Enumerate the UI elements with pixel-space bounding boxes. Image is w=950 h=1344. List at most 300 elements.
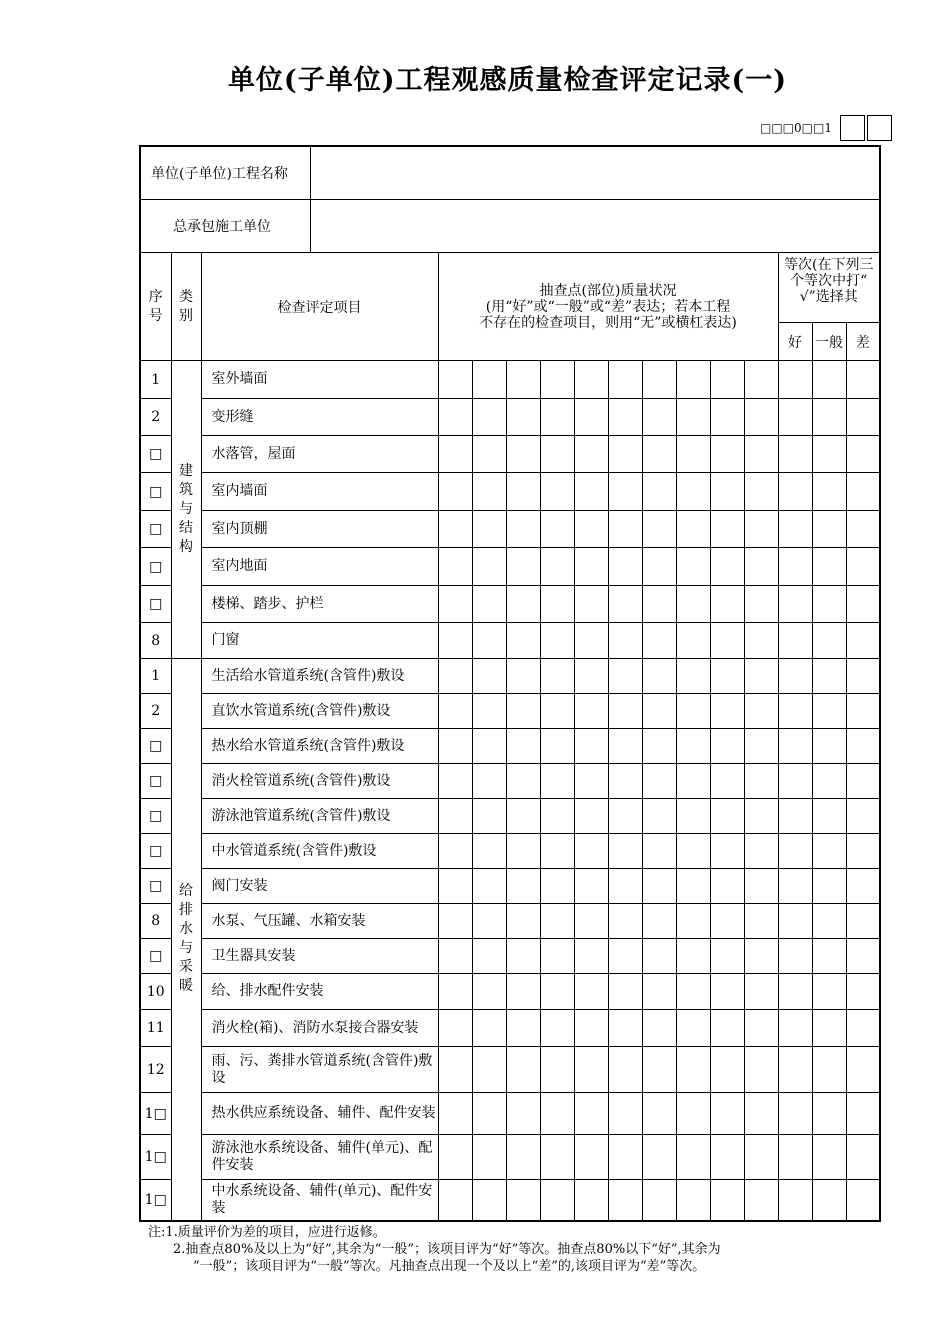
grade-good-cell[interactable] xyxy=(778,473,812,511)
sampling-cell[interactable] xyxy=(744,1180,778,1221)
grade-bad-cell[interactable] xyxy=(846,548,880,586)
sampling-cell[interactable] xyxy=(642,659,676,694)
sampling-cell[interactable] xyxy=(642,1135,676,1180)
sampling-cell[interactable] xyxy=(506,1010,540,1047)
sampling-cell[interactable] xyxy=(744,1093,778,1135)
sampling-cell[interactable] xyxy=(438,939,472,974)
sampling-cell[interactable] xyxy=(574,659,608,694)
grade-normal-cell[interactable] xyxy=(812,764,846,799)
sampling-cell[interactable] xyxy=(710,799,744,834)
grade-bad-cell[interactable] xyxy=(846,511,880,548)
grade-bad-cell[interactable] xyxy=(846,869,880,904)
sampling-cell[interactable] xyxy=(506,974,540,1010)
sampling-cell[interactable] xyxy=(574,399,608,436)
sampling-cell[interactable] xyxy=(438,834,472,869)
sampling-cell[interactable] xyxy=(642,1180,676,1221)
sampling-cell[interactable] xyxy=(540,974,574,1010)
sampling-cell[interactable] xyxy=(506,1180,540,1221)
sampling-cell[interactable] xyxy=(608,361,642,399)
sampling-cell[interactable] xyxy=(506,939,540,974)
grade-normal-cell[interactable] xyxy=(812,694,846,729)
sampling-cell[interactable] xyxy=(472,586,506,623)
sampling-cell[interactable] xyxy=(642,764,676,799)
grade-good-cell[interactable] xyxy=(778,623,812,659)
sampling-cell[interactable] xyxy=(744,473,778,511)
sampling-cell[interactable] xyxy=(710,548,744,586)
grade-good-cell[interactable] xyxy=(778,548,812,586)
grade-bad-cell[interactable] xyxy=(846,1180,880,1221)
sampling-cell[interactable] xyxy=(438,399,472,436)
sampling-cell[interactable] xyxy=(744,511,778,548)
sampling-cell[interactable] xyxy=(438,764,472,799)
sampling-cell[interactable] xyxy=(506,1135,540,1180)
sampling-cell[interactable] xyxy=(642,1093,676,1135)
sampling-cell[interactable] xyxy=(472,729,506,764)
grade-normal-cell[interactable] xyxy=(812,473,846,511)
sampling-cell[interactable] xyxy=(608,436,642,473)
sampling-cell[interactable] xyxy=(540,1010,574,1047)
grade-good-cell[interactable] xyxy=(778,904,812,939)
grade-bad-cell[interactable] xyxy=(846,623,880,659)
sampling-cell[interactable] xyxy=(744,869,778,904)
sampling-cell[interactable] xyxy=(710,473,744,511)
grade-normal-cell[interactable] xyxy=(812,436,846,473)
sampling-cell[interactable] xyxy=(744,974,778,1010)
sampling-cell[interactable] xyxy=(710,694,744,729)
grade-bad-cell[interactable] xyxy=(846,974,880,1010)
grade-good-cell[interactable] xyxy=(778,1135,812,1180)
sampling-cell[interactable] xyxy=(438,729,472,764)
sampling-cell[interactable] xyxy=(608,659,642,694)
sampling-cell[interactable] xyxy=(608,1180,642,1221)
grade-normal-cell[interactable] xyxy=(812,834,846,869)
sampling-cell[interactable] xyxy=(608,399,642,436)
sampling-cell[interactable] xyxy=(438,511,472,548)
sampling-cell[interactable] xyxy=(574,869,608,904)
sampling-cell[interactable] xyxy=(472,473,506,511)
sampling-cell[interactable] xyxy=(744,834,778,869)
sampling-cell[interactable] xyxy=(642,974,676,1010)
grade-good-cell[interactable] xyxy=(778,729,812,764)
sampling-cell[interactable] xyxy=(540,436,574,473)
sampling-cell[interactable] xyxy=(710,1010,744,1047)
grade-good-cell[interactable] xyxy=(778,764,812,799)
sampling-cell[interactable] xyxy=(574,729,608,764)
sampling-cell[interactable] xyxy=(472,399,506,436)
grade-normal-cell[interactable] xyxy=(812,659,846,694)
sampling-cell[interactable] xyxy=(574,586,608,623)
sampling-cell[interactable] xyxy=(574,799,608,834)
sampling-cell[interactable] xyxy=(676,361,710,399)
sampling-cell[interactable] xyxy=(472,764,506,799)
grade-good-cell[interactable] xyxy=(778,694,812,729)
sampling-cell[interactable] xyxy=(540,586,574,623)
sampling-cell[interactable] xyxy=(506,834,540,869)
grade-bad-cell[interactable] xyxy=(846,694,880,729)
sampling-cell[interactable] xyxy=(608,869,642,904)
grade-normal-cell[interactable] xyxy=(812,361,846,399)
sampling-cell[interactable] xyxy=(710,399,744,436)
sampling-cell[interactable] xyxy=(608,939,642,974)
sampling-cell[interactable] xyxy=(710,511,744,548)
grade-good-cell[interactable] xyxy=(778,799,812,834)
grade-good-cell[interactable] xyxy=(778,659,812,694)
sampling-cell[interactable] xyxy=(744,361,778,399)
sampling-cell[interactable] xyxy=(540,1093,574,1135)
sampling-cell[interactable] xyxy=(710,764,744,799)
sampling-cell[interactable] xyxy=(506,799,540,834)
sampling-cell[interactable] xyxy=(506,1047,540,1093)
sampling-cell[interactable] xyxy=(608,764,642,799)
sampling-cell[interactable] xyxy=(438,1093,472,1135)
sampling-cell[interactable] xyxy=(744,799,778,834)
sampling-cell[interactable] xyxy=(608,729,642,764)
sampling-cell[interactable] xyxy=(472,939,506,974)
sampling-cell[interactable] xyxy=(438,361,472,399)
sampling-cell[interactable] xyxy=(574,623,608,659)
sampling-cell[interactable] xyxy=(642,1047,676,1093)
sampling-cell[interactable] xyxy=(710,729,744,764)
grade-normal-cell[interactable] xyxy=(812,939,846,974)
sampling-cell[interactable] xyxy=(472,659,506,694)
sampling-cell[interactable] xyxy=(540,659,574,694)
sampling-cell[interactable] xyxy=(438,1010,472,1047)
sampling-cell[interactable] xyxy=(608,799,642,834)
sampling-cell[interactable] xyxy=(744,436,778,473)
grade-bad-cell[interactable] xyxy=(846,436,880,473)
sampling-cell[interactable] xyxy=(710,939,744,974)
sampling-cell[interactable] xyxy=(642,694,676,729)
grade-bad-cell[interactable] xyxy=(846,764,880,799)
grade-normal-cell[interactable] xyxy=(812,1010,846,1047)
sampling-cell[interactable] xyxy=(540,799,574,834)
sampling-cell[interactable] xyxy=(710,623,744,659)
grade-good-cell[interactable] xyxy=(778,436,812,473)
sampling-cell[interactable] xyxy=(642,548,676,586)
sampling-cell[interactable] xyxy=(574,1180,608,1221)
sampling-cell[interactable] xyxy=(608,623,642,659)
sampling-cell[interactable] xyxy=(574,939,608,974)
sampling-cell[interactable] xyxy=(438,1180,472,1221)
sampling-cell[interactable] xyxy=(710,869,744,904)
sampling-cell[interactable] xyxy=(676,799,710,834)
sampling-cell[interactable] xyxy=(744,548,778,586)
grade-normal-cell[interactable] xyxy=(812,729,846,764)
grade-bad-cell[interactable] xyxy=(846,586,880,623)
sampling-cell[interactable] xyxy=(540,694,574,729)
sampling-cell[interactable] xyxy=(574,473,608,511)
sampling-cell[interactable] xyxy=(676,548,710,586)
grade-normal-cell[interactable] xyxy=(812,511,846,548)
sampling-cell[interactable] xyxy=(744,623,778,659)
sampling-cell[interactable] xyxy=(608,1010,642,1047)
code-box-1[interactable] xyxy=(840,115,865,141)
sampling-cell[interactable] xyxy=(540,904,574,939)
sampling-cell[interactable] xyxy=(472,623,506,659)
sampling-cell[interactable] xyxy=(574,511,608,548)
sampling-cell[interactable] xyxy=(438,904,472,939)
sampling-cell[interactable] xyxy=(472,694,506,729)
grade-normal-cell[interactable] xyxy=(812,799,846,834)
sampling-cell[interactable] xyxy=(676,473,710,511)
sampling-cell[interactable] xyxy=(506,511,540,548)
sampling-cell[interactable] xyxy=(710,974,744,1010)
grade-bad-cell[interactable] xyxy=(846,799,880,834)
grade-bad-cell[interactable] xyxy=(846,473,880,511)
sampling-cell[interactable] xyxy=(438,1135,472,1180)
sampling-cell[interactable] xyxy=(642,869,676,904)
sampling-cell[interactable] xyxy=(710,1180,744,1221)
sampling-cell[interactable] xyxy=(608,586,642,623)
sampling-cell[interactable] xyxy=(574,1010,608,1047)
sampling-cell[interactable] xyxy=(608,904,642,939)
sampling-cell[interactable] xyxy=(472,1180,506,1221)
sampling-cell[interactable] xyxy=(608,1047,642,1093)
sampling-cell[interactable] xyxy=(540,729,574,764)
sampling-cell[interactable] xyxy=(574,436,608,473)
sampling-cell[interactable] xyxy=(710,1047,744,1093)
sampling-cell[interactable] xyxy=(642,361,676,399)
sampling-cell[interactable] xyxy=(506,473,540,511)
grade-good-cell[interactable] xyxy=(778,586,812,623)
sampling-cell[interactable] xyxy=(506,729,540,764)
project-name-value[interactable] xyxy=(311,147,879,199)
grade-bad-cell[interactable] xyxy=(846,1047,880,1093)
grade-good-cell[interactable] xyxy=(778,1093,812,1135)
sampling-cell[interactable] xyxy=(438,869,472,904)
sampling-cell[interactable] xyxy=(472,436,506,473)
grade-good-cell[interactable] xyxy=(778,361,812,399)
sampling-cell[interactable] xyxy=(438,1047,472,1093)
sampling-cell[interactable] xyxy=(676,939,710,974)
sampling-cell[interactable] xyxy=(506,399,540,436)
sampling-cell[interactable] xyxy=(540,939,574,974)
sampling-cell[interactable] xyxy=(608,473,642,511)
sampling-cell[interactable] xyxy=(744,764,778,799)
grade-good-cell[interactable] xyxy=(778,974,812,1010)
grade-bad-cell[interactable] xyxy=(846,399,880,436)
sampling-cell[interactable] xyxy=(608,548,642,586)
sampling-cell[interactable] xyxy=(472,974,506,1010)
sampling-cell[interactable] xyxy=(472,1047,506,1093)
sampling-cell[interactable] xyxy=(540,473,574,511)
sampling-cell[interactable] xyxy=(506,869,540,904)
sampling-cell[interactable] xyxy=(574,764,608,799)
sampling-cell[interactable] xyxy=(642,623,676,659)
sampling-cell[interactable] xyxy=(676,436,710,473)
sampling-cell[interactable] xyxy=(608,1135,642,1180)
grade-bad-cell[interactable] xyxy=(846,834,880,869)
sampling-cell[interactable] xyxy=(676,1047,710,1093)
sampling-cell[interactable] xyxy=(744,399,778,436)
sampling-cell[interactable] xyxy=(540,764,574,799)
sampling-cell[interactable] xyxy=(744,659,778,694)
sampling-cell[interactable] xyxy=(506,436,540,473)
sampling-cell[interactable] xyxy=(472,1093,506,1135)
grade-bad-cell[interactable] xyxy=(846,1010,880,1047)
sampling-cell[interactable] xyxy=(642,436,676,473)
sampling-cell[interactable] xyxy=(676,659,710,694)
sampling-cell[interactable] xyxy=(438,974,472,1010)
sampling-cell[interactable] xyxy=(574,904,608,939)
sampling-cell[interactable] xyxy=(676,399,710,436)
sampling-cell[interactable] xyxy=(676,869,710,904)
sampling-cell[interactable] xyxy=(540,623,574,659)
sampling-cell[interactable] xyxy=(438,436,472,473)
sampling-cell[interactable] xyxy=(472,1135,506,1180)
sampling-cell[interactable] xyxy=(676,1093,710,1135)
sampling-cell[interactable] xyxy=(540,834,574,869)
sampling-cell[interactable] xyxy=(472,799,506,834)
sampling-cell[interactable] xyxy=(710,834,744,869)
sampling-cell[interactable] xyxy=(744,694,778,729)
sampling-cell[interactable] xyxy=(642,586,676,623)
sampling-cell[interactable] xyxy=(676,1135,710,1180)
sampling-cell[interactable] xyxy=(472,361,506,399)
sampling-cell[interactable] xyxy=(574,548,608,586)
sampling-cell[interactable] xyxy=(472,511,506,548)
sampling-cell[interactable] xyxy=(676,729,710,764)
grade-bad-cell[interactable] xyxy=(846,659,880,694)
grade-normal-cell[interactable] xyxy=(812,1093,846,1135)
sampling-cell[interactable] xyxy=(642,904,676,939)
grade-good-cell[interactable] xyxy=(778,511,812,548)
grade-good-cell[interactable] xyxy=(778,834,812,869)
sampling-cell[interactable] xyxy=(438,473,472,511)
sampling-cell[interactable] xyxy=(438,548,472,586)
grade-normal-cell[interactable] xyxy=(812,904,846,939)
sampling-cell[interactable] xyxy=(744,1010,778,1047)
sampling-cell[interactable] xyxy=(676,694,710,729)
sampling-cell[interactable] xyxy=(506,623,540,659)
sampling-cell[interactable] xyxy=(676,1180,710,1221)
sampling-cell[interactable] xyxy=(744,586,778,623)
sampling-cell[interactable] xyxy=(642,511,676,548)
grade-normal-cell[interactable] xyxy=(812,1047,846,1093)
sampling-cell[interactable] xyxy=(710,1135,744,1180)
sampling-cell[interactable] xyxy=(472,869,506,904)
grade-good-cell[interactable] xyxy=(778,939,812,974)
sampling-cell[interactable] xyxy=(506,586,540,623)
grade-good-cell[interactable] xyxy=(778,869,812,904)
sampling-cell[interactable] xyxy=(676,904,710,939)
sampling-cell[interactable] xyxy=(676,623,710,659)
sampling-cell[interactable] xyxy=(676,511,710,548)
sampling-cell[interactable] xyxy=(506,361,540,399)
sampling-cell[interactable] xyxy=(710,659,744,694)
grade-good-cell[interactable] xyxy=(778,1010,812,1047)
sampling-cell[interactable] xyxy=(676,974,710,1010)
sampling-cell[interactable] xyxy=(574,361,608,399)
sampling-cell[interactable] xyxy=(506,548,540,586)
sampling-cell[interactable] xyxy=(438,623,472,659)
sampling-cell[interactable] xyxy=(676,764,710,799)
sampling-cell[interactable] xyxy=(710,586,744,623)
sampling-cell[interactable] xyxy=(676,1010,710,1047)
sampling-cell[interactable] xyxy=(642,939,676,974)
sampling-cell[interactable] xyxy=(642,799,676,834)
sampling-cell[interactable] xyxy=(438,799,472,834)
grade-normal-cell[interactable] xyxy=(812,548,846,586)
sampling-cell[interactable] xyxy=(472,548,506,586)
sampling-cell[interactable] xyxy=(438,659,472,694)
sampling-cell[interactable] xyxy=(540,869,574,904)
sampling-cell[interactable] xyxy=(540,361,574,399)
sampling-cell[interactable] xyxy=(574,1093,608,1135)
sampling-cell[interactable] xyxy=(642,729,676,764)
grade-bad-cell[interactable] xyxy=(846,729,880,764)
sampling-cell[interactable] xyxy=(574,834,608,869)
grade-normal-cell[interactable] xyxy=(812,1135,846,1180)
sampling-cell[interactable] xyxy=(744,904,778,939)
sampling-cell[interactable] xyxy=(710,361,744,399)
sampling-cell[interactable] xyxy=(574,1135,608,1180)
sampling-cell[interactable] xyxy=(676,834,710,869)
grade-good-cell[interactable] xyxy=(778,399,812,436)
sampling-cell[interactable] xyxy=(744,939,778,974)
sampling-cell[interactable] xyxy=(608,834,642,869)
sampling-cell[interactable] xyxy=(608,694,642,729)
sampling-cell[interactable] xyxy=(608,511,642,548)
sampling-cell[interactable] xyxy=(438,694,472,729)
sampling-cell[interactable] xyxy=(540,1180,574,1221)
sampling-cell[interactable] xyxy=(608,1093,642,1135)
sampling-cell[interactable] xyxy=(506,694,540,729)
sampling-cell[interactable] xyxy=(506,1093,540,1135)
sampling-cell[interactable] xyxy=(608,974,642,1010)
grade-normal-cell[interactable] xyxy=(812,974,846,1010)
grade-normal-cell[interactable] xyxy=(812,399,846,436)
sampling-cell[interactable] xyxy=(540,548,574,586)
sampling-cell[interactable] xyxy=(574,1047,608,1093)
sampling-cell[interactable] xyxy=(574,694,608,729)
sampling-cell[interactable] xyxy=(676,586,710,623)
sampling-cell[interactable] xyxy=(642,834,676,869)
sampling-cell[interactable] xyxy=(574,974,608,1010)
sampling-cell[interactable] xyxy=(642,473,676,511)
sampling-cell[interactable] xyxy=(472,904,506,939)
sampling-cell[interactable] xyxy=(540,1047,574,1093)
grade-bad-cell[interactable] xyxy=(846,939,880,974)
sampling-cell[interactable] xyxy=(642,399,676,436)
grade-normal-cell[interactable] xyxy=(812,586,846,623)
code-box-2[interactable] xyxy=(867,115,892,141)
grade-good-cell[interactable] xyxy=(778,1180,812,1221)
sampling-cell[interactable] xyxy=(472,834,506,869)
sampling-cell[interactable] xyxy=(710,436,744,473)
sampling-cell[interactable] xyxy=(540,399,574,436)
grade-bad-cell[interactable] xyxy=(846,1135,880,1180)
grade-bad-cell[interactable] xyxy=(846,1093,880,1135)
grade-good-cell[interactable] xyxy=(778,1047,812,1093)
sampling-cell[interactable] xyxy=(744,729,778,764)
sampling-cell[interactable] xyxy=(506,764,540,799)
grade-normal-cell[interactable] xyxy=(812,623,846,659)
contractor-value[interactable] xyxy=(311,200,879,252)
sampling-cell[interactable] xyxy=(710,1093,744,1135)
grade-normal-cell[interactable] xyxy=(812,1180,846,1221)
sampling-cell[interactable] xyxy=(472,1010,506,1047)
sampling-cell[interactable] xyxy=(642,1010,676,1047)
sampling-cell[interactable] xyxy=(540,511,574,548)
sampling-cell[interactable] xyxy=(540,1135,574,1180)
sampling-cell[interactable] xyxy=(506,904,540,939)
sampling-cell[interactable] xyxy=(744,1135,778,1180)
sampling-cell[interactable] xyxy=(710,904,744,939)
grade-normal-cell[interactable] xyxy=(812,869,846,904)
sampling-cell[interactable] xyxy=(506,659,540,694)
grade-bad-cell[interactable] xyxy=(846,904,880,939)
